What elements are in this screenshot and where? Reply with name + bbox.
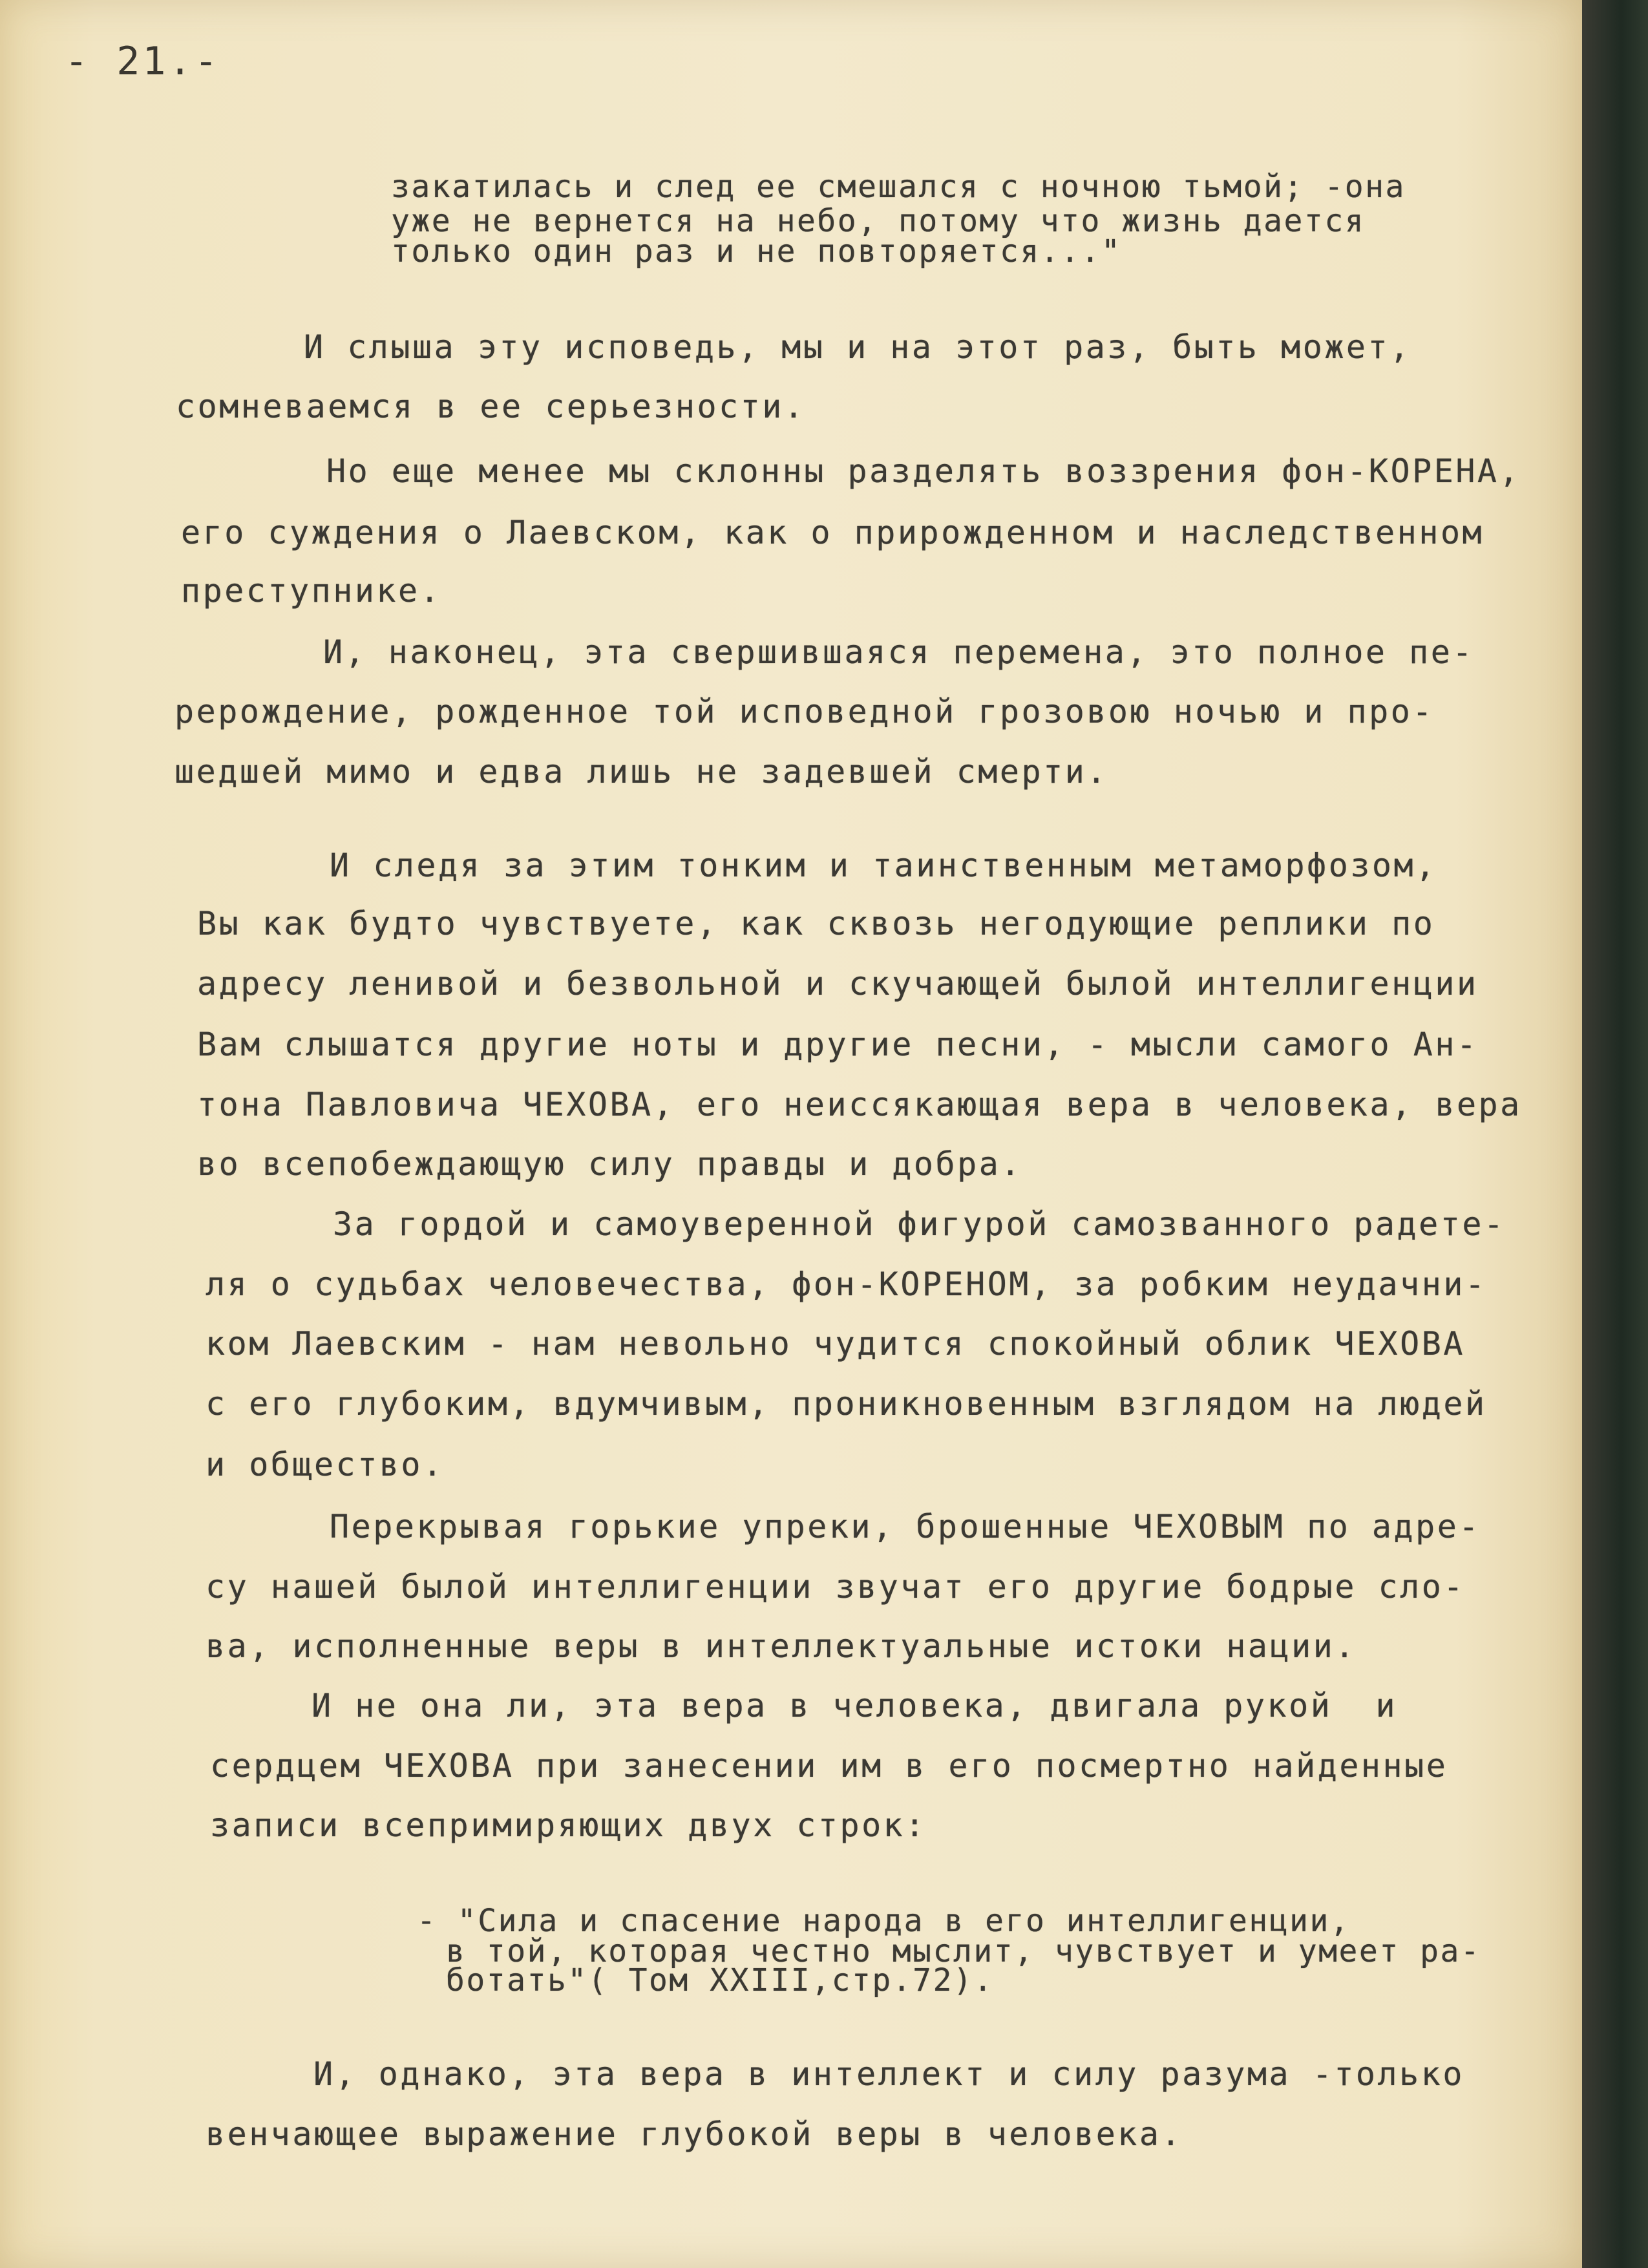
page-number: - 21.-	[65, 39, 220, 84]
text-line: ком Лаевским - нам невольно чудится спокойный облик ЧЕХОВА	[206, 1325, 1465, 1362]
text-line: ва, исполненные веры в интеллектуальные истоки нации.	[206, 1627, 1357, 1665]
text-line: рерождение, рожденное той исповедной грозовою ночью и про-	[174, 693, 1434, 730]
text-line: шедшей мимо и едва лишь не задевшей смерти.	[174, 753, 1108, 790]
scan-background-edge	[1582, 0, 1648, 2268]
text-line: Вам слышатся другие ноты и другие песни, - мысли самого Ан-	[197, 1026, 1479, 1063]
text-line: Но еще менее мы склонны разделять воззрения фон-КОРЕНА,	[326, 452, 1521, 490]
text-line: сердцем ЧЕХОВА при занесении им в его посмертно найденные	[210, 1747, 1448, 1785]
text-line: су нашей былой интеллигенции звучат его другие бодрые сло-	[206, 1568, 1465, 1606]
text-line: И слыша эту исповедь, мы и на этот раз, быть может,	[304, 328, 1411, 366]
text-line: записи всепримиряющих двух строк:	[210, 1807, 927, 1844]
text-line: За гордой и самоуверенной фигурой самозванного радете-	[333, 1205, 1506, 1243]
text-line: только один раз и не повторяется..."	[391, 233, 1122, 270]
text-line: ля о судьбах человечества, фон-КОРЕНОМ, за робким неудачни-	[206, 1266, 1487, 1303]
text-line: И следя за этим тонким и таинственным метаморфозом,	[330, 847, 1437, 884]
text-line: сомневаемся в ее серьезности.	[176, 388, 806, 425]
text-line: ботать"( Том XXIII,стр.72).	[446, 1962, 994, 1998]
text-line: Перекрывая горькие упреки, брошенные ЧЕХОВЫМ по адре-	[330, 1508, 1481, 1545]
text-line: преступнике.	[181, 572, 442, 609]
text-line: и общество.	[206, 1446, 445, 1483]
text-line: тона Павловича ЧЕХОВА, его неиссякающая вера в человека, вера	[197, 1086, 1522, 1123]
text-line: его суждения о Лаевском, как о прирожденном и наследственном	[181, 514, 1484, 551]
text-line: в той, которая честно мыслит, чувствует и умеет ра-	[446, 1933, 1481, 1969]
text-line: Вы как будто чувствуете, как сквозь негодующие реплики по	[197, 905, 1435, 942]
text-line: И, однако, эта вера в интеллект и силу разума -только	[313, 2055, 1464, 2093]
text-line: И, наконец, эта свершившаяся перемена, это полное пе-	[323, 633, 1474, 671]
text-line: венчающее выражение глубокой веры в человека.	[206, 2115, 1183, 2153]
text-line: с его глубоким, вдумчивым, проникновенным взглядом на людей	[206, 1385, 1487, 1423]
text-line: - "Сила и спасение народа в его интеллигенции,	[417, 1903, 1351, 1939]
text-line: закатилась и след ее смешался с ночною тьмой; -она	[391, 169, 1406, 205]
text-line: адресу ленивой и безвольной и скучающей былой интеллигенции	[197, 965, 1479, 1002]
text-line: уже не вернется на небо, потому что жизнь дается	[391, 203, 1366, 239]
text-line: И не она ли, эта вера в человека, двигала рукой и	[312, 1687, 1398, 1724]
text-line: во всепобеждающую силу правды и добра.	[197, 1145, 1022, 1183]
